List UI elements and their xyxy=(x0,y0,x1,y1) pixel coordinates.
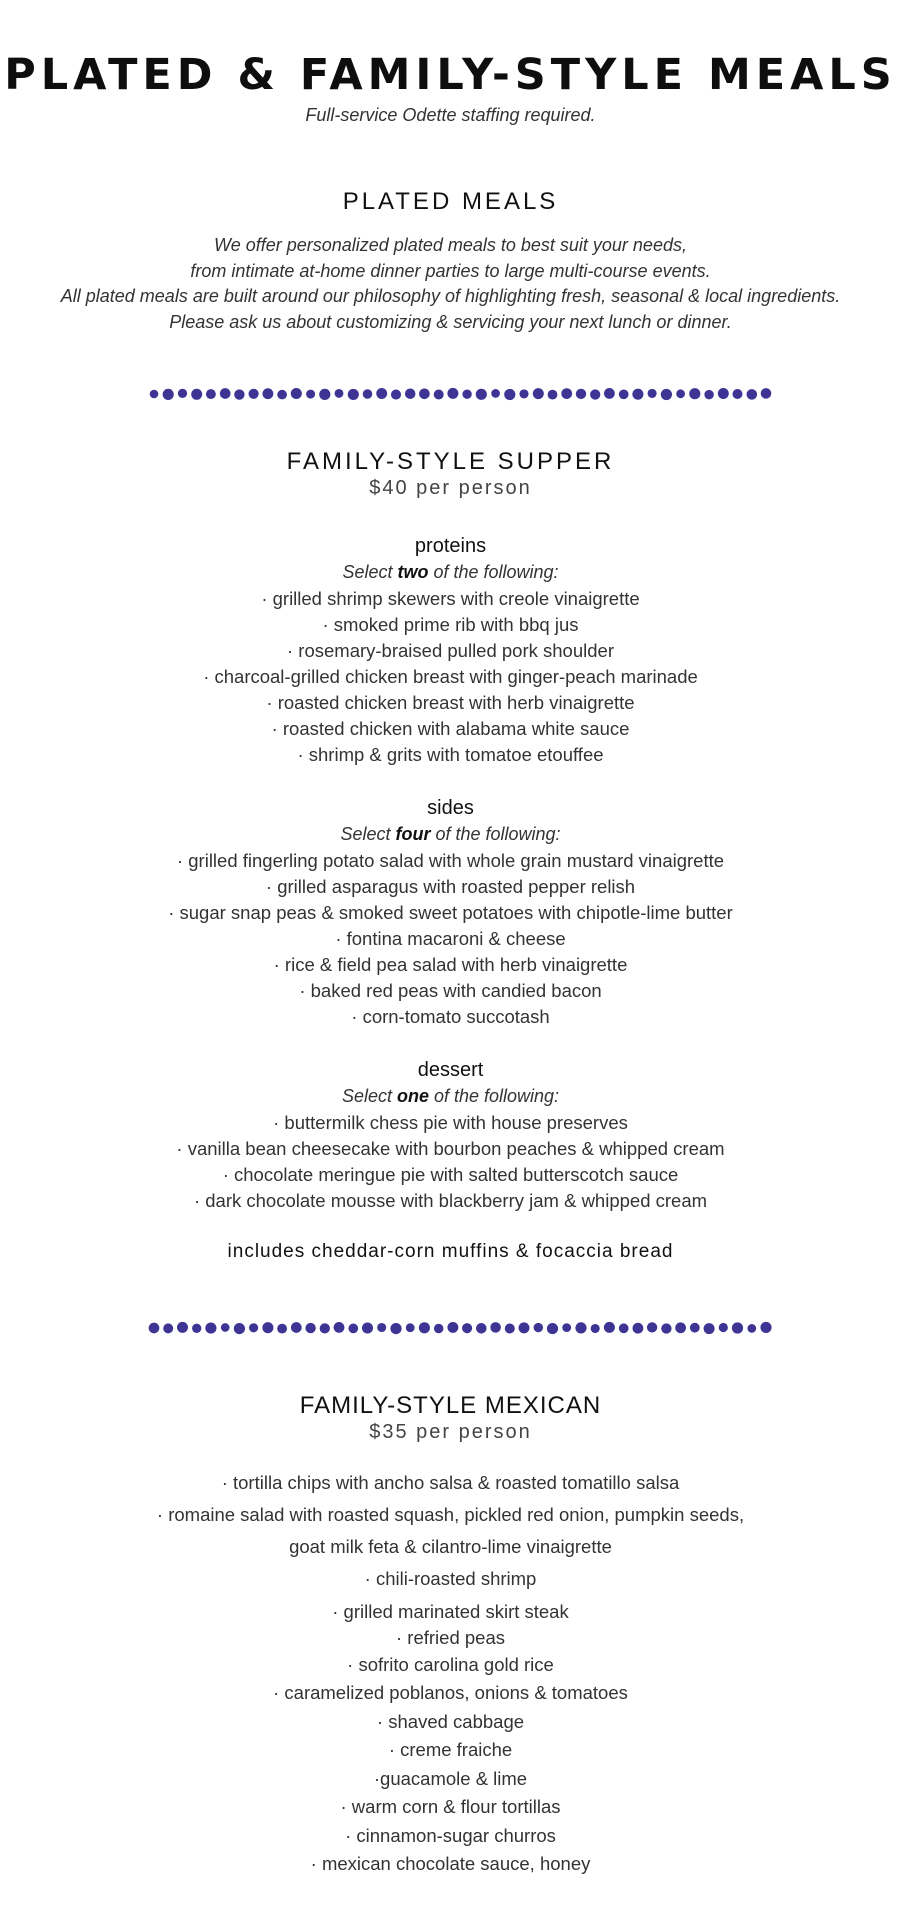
divider-dot xyxy=(604,388,615,399)
divider-dot xyxy=(575,1322,586,1333)
divider-dot xyxy=(334,1322,345,1333)
divider-dot xyxy=(462,1323,472,1333)
divider-dot xyxy=(163,389,174,400)
dessert-instruction xyxy=(0,1086,901,1107)
divider-dot xyxy=(306,390,315,399)
dotted-divider xyxy=(148,385,772,403)
divider-dot xyxy=(534,1323,543,1332)
mexican-item: · creme fraiche xyxy=(388,1739,513,1760)
divider-dot xyxy=(391,390,401,400)
instruction-count: two xyxy=(397,562,429,582)
divider-dot xyxy=(504,389,515,400)
divider-dot xyxy=(547,1323,558,1334)
dessert-heading: dessert xyxy=(417,1059,484,1081)
divider-dot xyxy=(704,390,713,399)
divider-dot xyxy=(533,388,544,399)
mexican-item: · chili-roasted shrimp xyxy=(364,1568,537,1589)
dessert-item: · vanilla bean cheesecake with bourbon peaches & whipped cream xyxy=(176,1138,725,1159)
divider-dot xyxy=(676,389,685,398)
divider-dot xyxy=(562,1323,571,1332)
divider-dot xyxy=(150,390,159,399)
divider-dot xyxy=(619,389,629,399)
mexican-item: · tortilla chips with ancho salsa & roasted tomatillo salsa xyxy=(221,1472,680,1493)
divider-dot xyxy=(363,389,373,399)
intro-line: from intimate at-home dinner parties to large multi-course events. xyxy=(190,260,711,281)
divider-dot xyxy=(632,389,643,400)
protein-item: · roasted chicken with alabama white sauce xyxy=(271,718,630,739)
intro-line: All plated meals are built around our philosophy of highlighting fresh, seasonal & local ingredients. xyxy=(60,286,841,306)
divider-dot xyxy=(234,1323,245,1334)
side-item: · grilled fingerling potato salad with whole grain mustard vinaigrette xyxy=(176,850,725,871)
divider-dot xyxy=(406,1323,415,1332)
instruction-count: one xyxy=(396,1086,429,1106)
divider-dot xyxy=(747,1324,756,1333)
instruction-suffix: of the following: xyxy=(430,824,561,844)
divider-dot xyxy=(561,388,572,399)
mexican-item: ·guacamole & lime xyxy=(373,1768,528,1789)
divider-dot xyxy=(732,389,742,399)
divider-dot xyxy=(277,390,287,400)
divider-dot xyxy=(476,1323,487,1334)
divider-dot xyxy=(320,1323,330,1333)
divider-dot xyxy=(291,1322,302,1333)
divider-dot xyxy=(419,1322,430,1333)
supper-price: $40 per person xyxy=(369,477,532,499)
protein-item: · roasted chicken breast with herb vinaigrette xyxy=(266,692,635,713)
page-title: PLATED & FAMILY-STYLE MEALS xyxy=(4,50,897,100)
dotted-divider xyxy=(148,1319,772,1337)
divider-dot xyxy=(747,389,758,400)
divider-dot xyxy=(519,389,528,398)
divider-dot xyxy=(405,388,416,399)
divider-dot xyxy=(590,389,600,399)
side-item: · fontina macaroni & cheese xyxy=(335,928,566,949)
divider-dot xyxy=(249,1323,258,1332)
divider-dot xyxy=(205,1323,216,1334)
divider-dot xyxy=(760,1322,771,1333)
divider-dot xyxy=(761,388,772,399)
divider-dot xyxy=(348,1324,358,1334)
side-item: · grilled asparagus with roasted pepper relish xyxy=(265,876,636,897)
sides-heading: sides xyxy=(427,797,474,819)
divider-dot xyxy=(291,388,302,399)
divider-dot xyxy=(689,388,700,399)
sides-instruction xyxy=(0,824,901,845)
mexican-item: · cinnamon-sugar churros xyxy=(345,1825,556,1846)
divider-dot xyxy=(719,1323,728,1332)
divider-dot xyxy=(647,1322,657,1332)
page-subtitle: Full-service Odette staffing required. xyxy=(305,105,596,125)
mexican-item: · refried peas xyxy=(396,1627,505,1648)
mexican-item: · romaine salad with roasted squash, pickled red onion, pumpkin seeds, xyxy=(156,1504,745,1525)
divider-dot xyxy=(447,1322,458,1333)
divider-dot xyxy=(221,1323,230,1332)
divider-dot xyxy=(177,1322,188,1333)
divider-dot xyxy=(234,389,244,399)
side-item: · baked red peas with candied bacon xyxy=(299,980,602,1001)
divider-dot xyxy=(675,1322,686,1333)
divider-dot xyxy=(206,389,216,399)
instruction-suffix: of the following: xyxy=(428,562,559,582)
mexican-item: · caramelized poblanos, onions & tomatoes xyxy=(273,1682,628,1703)
divider-dot xyxy=(591,1324,600,1333)
divider-dot xyxy=(633,1323,644,1334)
divider-dot xyxy=(191,389,202,400)
divider-dot xyxy=(192,1324,201,1333)
divider-dot xyxy=(305,1323,315,1333)
protein-item: · charcoal-grilled chicken breast with ginger-peach marinade xyxy=(203,666,698,687)
divider-dot xyxy=(163,1323,173,1333)
instruction-count: four xyxy=(395,824,431,844)
divider-dot xyxy=(434,1324,443,1333)
supper-heading: FAMILY-STYLE SUPPER xyxy=(286,448,615,475)
instruction-prefix: Select xyxy=(342,562,398,582)
dessert-item: · dark chocolate mousse with blackberry jam & whipped cream xyxy=(193,1190,708,1211)
mexican-item: · warm corn & flour tortillas xyxy=(340,1796,561,1817)
divider-dot xyxy=(277,1324,287,1334)
divider-dot xyxy=(178,389,187,398)
side-item: · sugar snap peas & smoked sweet potatoes with chipotle-lime butter xyxy=(168,902,733,923)
protein-item: · rosemary-braised pulled pork shoulder xyxy=(287,640,614,661)
divider-dot xyxy=(661,1323,671,1333)
mexican-item: · sofrito carolina gold rice xyxy=(347,1654,554,1675)
proteins-heading: proteins xyxy=(414,535,487,557)
protein-item: · smoked prime rib with bbq jus xyxy=(322,614,579,635)
dessert-item: · buttermilk chess pie with house preserves xyxy=(273,1112,628,1133)
divider-dot xyxy=(335,389,344,398)
mexican-heading: FAMILY-STYLE MEXICAN xyxy=(299,1392,602,1419)
divider-dot xyxy=(690,1323,700,1333)
divider-dot xyxy=(249,389,259,399)
instruction-suffix: of the following: xyxy=(428,1086,560,1106)
instruction-prefix: Select xyxy=(341,1086,397,1106)
divider-dot xyxy=(319,389,330,400)
proteins-instruction xyxy=(0,562,901,583)
divider-dot xyxy=(491,389,500,398)
divider-dot xyxy=(377,1323,386,1332)
divider-dot xyxy=(661,389,672,400)
divider-dot xyxy=(704,1323,715,1334)
divider-dot xyxy=(576,389,586,399)
intro-line: We offer personalized plated meals to best suit your needs, xyxy=(214,235,687,255)
supper-includes-note: includes cheddar-corn muffins & focaccia bread xyxy=(227,1241,674,1262)
divider-dot xyxy=(548,390,558,400)
divider-dot xyxy=(732,1322,743,1333)
divider-dot xyxy=(434,390,444,400)
side-item: · corn-tomato succotash xyxy=(351,1006,550,1027)
dessert-item: · chocolate meringue pie with salted butterscotch sauce xyxy=(222,1164,679,1185)
mexican-price: $35 per person xyxy=(369,1421,532,1443)
protein-item: · shrimp & grits with tomatoe etouffee xyxy=(297,744,604,765)
protein-item: · grilled shrimp skewers with creole vinaigrette xyxy=(261,588,640,609)
mexican-item: · shaved cabbage xyxy=(376,1711,525,1732)
divider-dot xyxy=(505,1323,515,1333)
divider-dot xyxy=(519,1322,530,1333)
divider-dot xyxy=(718,388,729,399)
plated-intro xyxy=(0,233,901,335)
divider-dot xyxy=(447,388,458,399)
plated-meals-heading: PLATED MEALS xyxy=(342,188,559,215)
divider-dot xyxy=(476,389,487,400)
divider-dot xyxy=(462,390,471,399)
divider-dot xyxy=(348,389,359,400)
side-item: · rice & field pea salad with herb vinaigrette xyxy=(273,954,628,975)
divider-dot xyxy=(619,1323,629,1333)
mexican-item: · grilled marinated skirt steak xyxy=(332,1601,569,1622)
divider-dot xyxy=(604,1322,615,1333)
divider-dot xyxy=(648,389,657,398)
divider-dot xyxy=(419,388,430,399)
mexican-item: · mexican chocolate sauce, honey xyxy=(310,1853,591,1874)
divider-dot xyxy=(149,1323,160,1334)
mexican-item: goat milk feta & cilantro-lime vinaigrette xyxy=(289,1536,612,1557)
divider-dot xyxy=(220,388,231,399)
intro-line: Please ask us about customizing & servicing your next lunch or dinner. xyxy=(169,311,732,332)
divider-dot xyxy=(262,388,273,399)
divider-dot xyxy=(362,1322,373,1333)
divider-dot xyxy=(376,388,387,399)
divider-dot xyxy=(262,1322,273,1333)
divider-dot xyxy=(490,1322,501,1333)
instruction-prefix: Select xyxy=(340,824,396,844)
divider-dot xyxy=(390,1323,401,1334)
